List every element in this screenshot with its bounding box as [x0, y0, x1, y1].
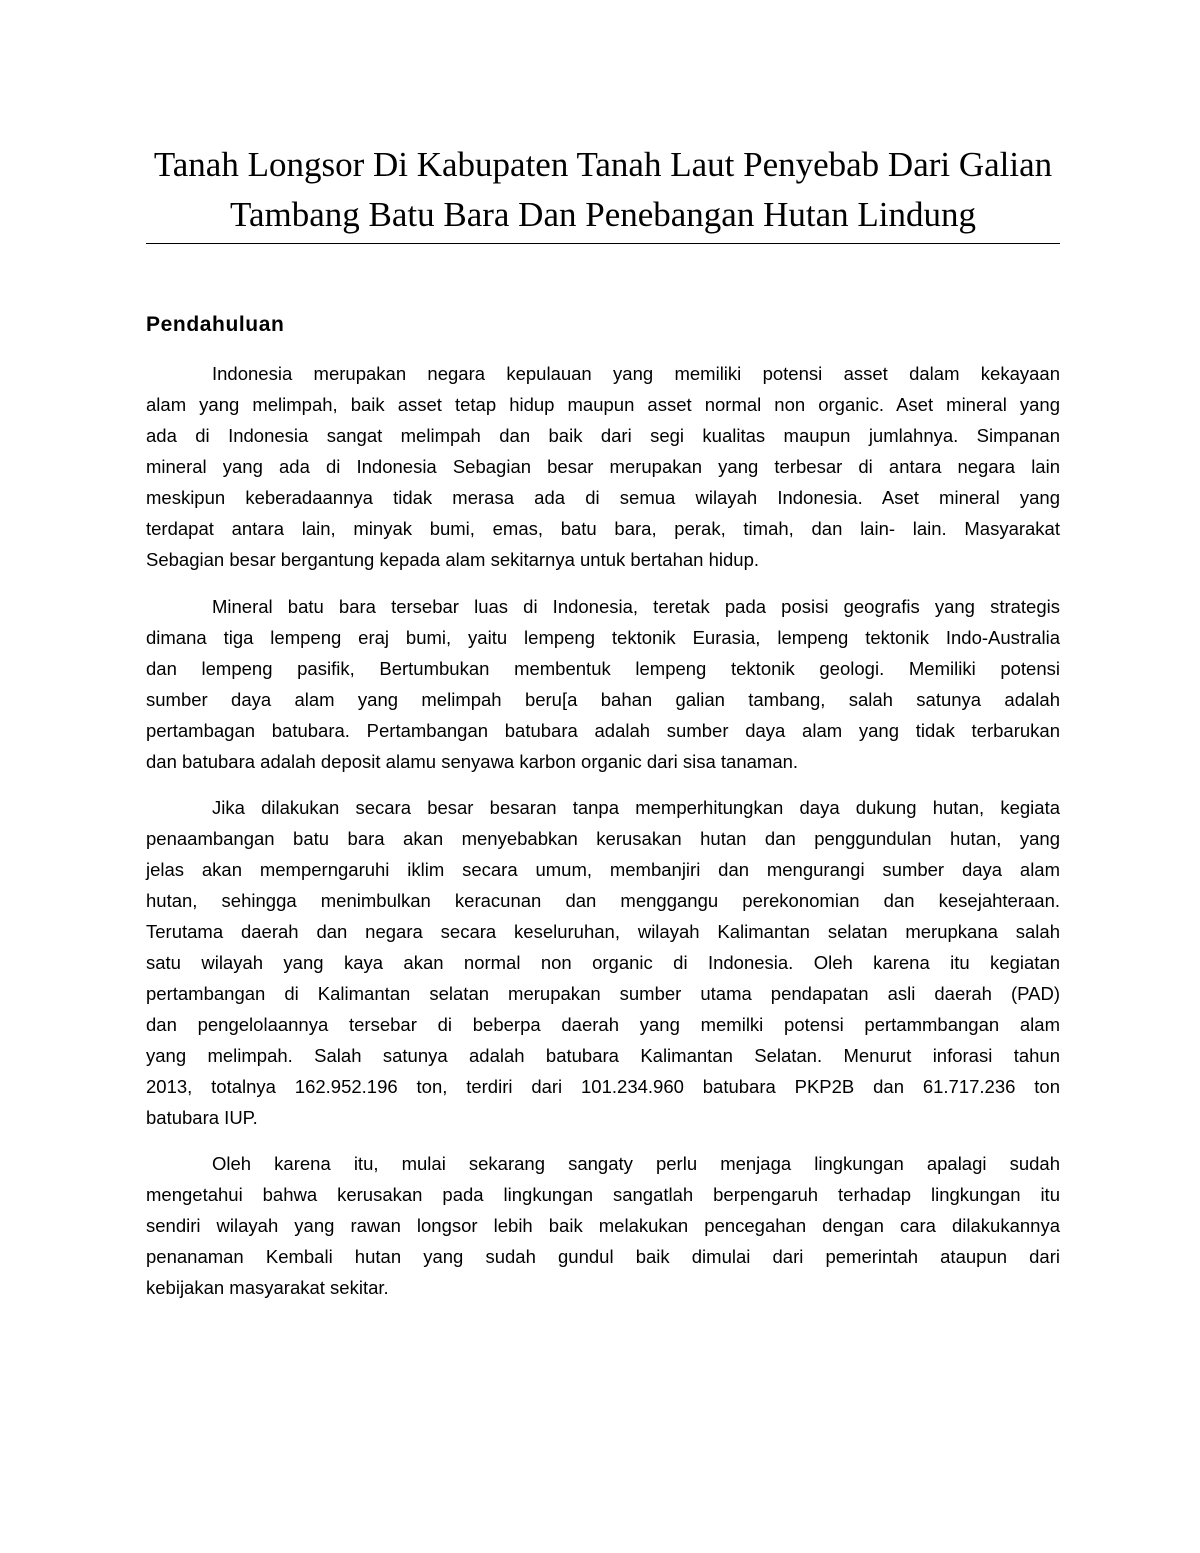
section-heading: Pendahuluan — [146, 313, 285, 336]
paragraph-line: Mineral batu bara tersebar luas di Indonesia, teretak pada posisi geografis yang strategis — [212, 596, 1060, 617]
paragraph-line: hutan, sehingga menimbulkan keracunan dan menggangu perekonomian dan kesejahteraan. — [146, 890, 1060, 911]
paragraph-line: mengetahui bahwa kerusakan pada lingkungan sangatlah berpengaruh terhadap lingkungan itu — [146, 1184, 1060, 1205]
paragraph-line: satu wilayah yang kaya akan normal non organic di Indonesia. Oleh karena itu kegiatan — [146, 952, 1060, 973]
paragraph-line: pertambangan di Kalimantan selatan merupakan sumber utama pendapatan asli daerah (PAD) — [146, 983, 1060, 1004]
paragraph-line: penanaman Kembali hutan yang sudah gundul baik dimulai dari pemerintah ataupun dari — [146, 1246, 1060, 1267]
title-line: Tanah Longsor Di Kabupaten Tanah Laut Penyebab Dari Galian — [153, 145, 1053, 184]
paragraph-line: dan pengelolaannya tersebar di beberpa daerah yang memilki potensi pertammbangan alam — [146, 1014, 1060, 1035]
paragraph-line: alam yang melimpah, baik asset tetap hidup maupun asset normal non organic. Aset mineral yang — [146, 394, 1060, 415]
document-title — [146, 140, 1060, 240]
paragraph-line: Indonesia merupakan negara kepulauan yang memiliki potensi asset dalam kekayaan — [212, 363, 1060, 384]
paragraph-line: 2013, totalnya 162.952.196 ton, terdiri dari 101.234.960 batubara PKP2B dan 61.717.236 ton — [146, 1076, 1060, 1097]
paragraph-line: batubara IUP. — [146, 1107, 258, 1128]
title-line: Tambang Batu Bara Dan Penebangan Hutan Lindung — [230, 195, 976, 234]
paragraph-line: mineral yang ada di Indonesia Sebagian besar merupakan yang terbesar di antara negara lain — [146, 456, 1060, 477]
paragraph-line: pertambagan batubara. Pertambangan batubara adalah sumber daya alam yang tidak terbarukan — [146, 720, 1060, 741]
paragraph — [146, 358, 1060, 575]
title-divider — [146, 243, 1060, 244]
paragraph-line: Jika dilakukan secara besar besaran tanpa memperhitungkan daya dukung hutan, kegiata — [212, 797, 1060, 818]
paragraph-line: yang melimpah. Salah satunya adalah batubara Kalimantan Selatan. Menurut inforasi tahun — [146, 1045, 1060, 1066]
paragraph-line: terdapat antara lain, minyak bumi, emas, batu bara, perak, timah, dan lain- lain. Masyarakat — [146, 518, 1060, 539]
paragraph-line: meskipun keberadaannya tidak merasa ada di semua wilayah Indonesia. Aset mineral yang — [146, 487, 1060, 508]
paragraph — [146, 591, 1060, 777]
paragraph-line: sendiri wilayah yang rawan longsor lebih baik melakukan pencegahan dengan cara dilakukannya — [146, 1215, 1060, 1236]
paragraph-line: dimana tiga lempeng eraj bumi, yaitu lempeng tektonik Eurasia, lempeng tektonik Indo-Australia — [146, 627, 1060, 648]
paragraph-line: ada di Indonesia sangat melimpah dan baik dari segi kualitas maupun jumlahnya. Simpanan — [146, 425, 1060, 446]
paragraph-line: sumber daya alam yang melimpah beru[a bahan galian tambang, salah satunya adalah — [146, 689, 1060, 710]
paragraph — [146, 792, 1060, 1133]
paragraph — [146, 1148, 1060, 1303]
paragraph-line: jelas akan memperngaruhi iklim secara umum, membanjiri dan mengurangi sumber daya alam — [146, 859, 1060, 880]
paragraph-line: Oleh karena itu, mulai sekarang sangaty perlu menjaga lingkungan apalagi sudah — [212, 1153, 1060, 1174]
paragraph-line: penaambangan batu bara akan menyebabkan kerusakan hutan dan penggundulan hutan, yang — [146, 828, 1060, 849]
paragraph-line: Sebagian besar bergantung kepada alam sekitarnya untuk bertahan hidup. — [146, 549, 759, 570]
paragraph-line: Terutama daerah dan negara secara keseluruhan, wilayah Kalimantan selatan merupkana salah — [146, 921, 1060, 942]
paragraph-line: dan lempeng pasifik, Bertumbukan membentuk lempeng tektonik geologi. Memiliki potensi — [146, 658, 1060, 679]
paragraph-line: dan batubara adalah deposit alamu senyawa karbon organic dari sisa tanaman. — [146, 751, 799, 772]
paragraph-line: kebijakan masyarakat sekitar. — [146, 1277, 389, 1298]
